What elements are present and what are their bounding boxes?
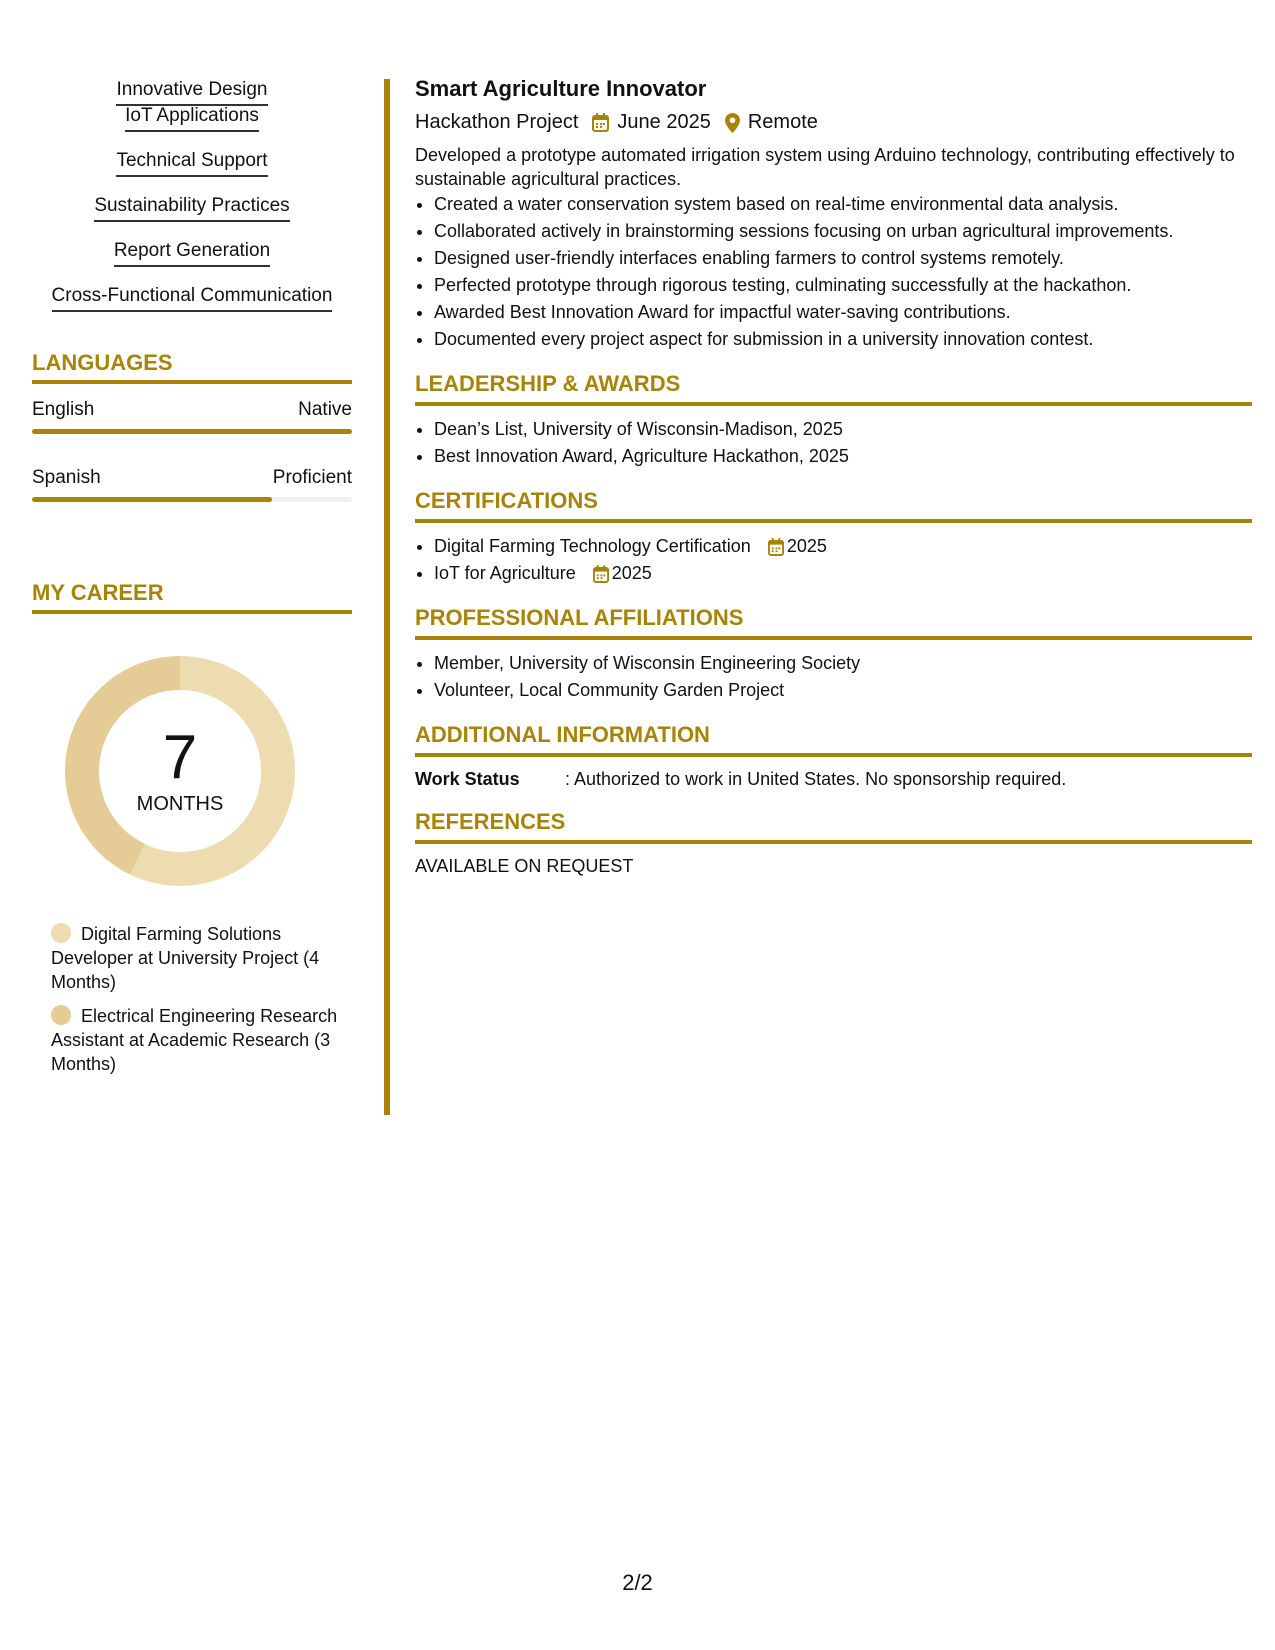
references-heading: REFERENCES xyxy=(415,811,1252,844)
list-item: • Awarded Best Innovation Award for impactful water-saving contributions. xyxy=(434,299,1252,326)
skill-tag: IoT Applications xyxy=(125,106,259,132)
references-text: AVAILABLE ON REQUEST xyxy=(415,856,634,876)
affiliations-heading: PROFESSIONAL AFFILIATIONS xyxy=(415,607,1252,640)
skill-tag: Sustainability Practices xyxy=(94,196,289,222)
list-item xyxy=(434,533,1252,560)
language-bar-fill xyxy=(32,429,352,434)
skill-tag: Cross-Functional Communication xyxy=(52,286,333,312)
career-total: 7 xyxy=(162,722,198,792)
career-unit: MONTHS xyxy=(136,792,224,815)
legend-dot xyxy=(51,923,71,943)
work-status-value: : Authorized to work in United States. No sponsorship required. xyxy=(565,769,1067,789)
skill-tag: Innovative Design xyxy=(116,80,267,106)
language-item xyxy=(32,400,352,434)
location-pin-icon xyxy=(725,109,748,135)
certification-year: 2025 xyxy=(611,563,652,583)
list-item: • Dean’s List, University of Wisconsin-Madison, 2025 xyxy=(434,416,1252,443)
list-item: • Volunteer, Local Community Garden Project xyxy=(434,677,1252,704)
list-item: • Collaborated actively in brainstorming sessions focusing on urban agricultural improvements. xyxy=(434,218,1252,245)
project-description: Developed a prototype automated irrigation system using Arduino technology, contributing effectively to sustainable agricultural practices. xyxy=(415,145,1235,189)
career-legend-item xyxy=(51,1004,341,1076)
list-item: • Designed user-friendly interfaces enabling farmers to control systems remotely. xyxy=(434,245,1252,272)
language-name: English xyxy=(32,399,95,420)
column-divider xyxy=(384,79,390,1115)
list-item: • Member, University of Wisconsin Engineering Society xyxy=(434,650,1252,677)
language-level: Native xyxy=(298,399,352,420)
work-status-label: Work Status xyxy=(415,769,520,789)
languages-heading: LANGUAGES xyxy=(32,352,352,384)
work-status xyxy=(415,767,1252,791)
career-donut-chart xyxy=(65,656,295,886)
language-item xyxy=(32,468,352,502)
project-bullets xyxy=(415,191,1252,353)
career-heading: MY CAREER xyxy=(32,582,352,614)
skill-tag: Technical Support xyxy=(116,151,267,177)
language-bar-fill xyxy=(32,497,272,502)
calendar-icon xyxy=(592,109,617,135)
certification-name: Digital Farming Technology Certification xyxy=(434,536,751,556)
list-item: • Perfected prototype through rigorous testing, culminating successfully at the hackathon. xyxy=(434,272,1252,299)
sidebar xyxy=(32,80,352,1080)
list-item: • Created a water conservation system based on real-time environmental data analysis. xyxy=(434,191,1252,218)
certifications-heading: CERTIFICATIONS xyxy=(415,490,1252,523)
legend-label: Digital Farming Solutions Developer at University Project (4 Months) xyxy=(51,924,320,992)
certifications-list xyxy=(415,533,1252,587)
additional-info-heading: ADDITIONAL INFORMATION xyxy=(415,724,1252,757)
calendar-icon xyxy=(593,563,612,583)
project-location: Remote xyxy=(747,111,818,133)
legend-dot xyxy=(51,1005,71,1025)
skills-list xyxy=(32,80,352,312)
career-legend xyxy=(51,922,341,1076)
list-item: • Documented every project aspect for submission in a university innovation contest. xyxy=(434,326,1252,353)
certification-year: 2025 xyxy=(786,536,827,556)
list-item xyxy=(434,560,1252,587)
calendar-icon xyxy=(768,536,787,556)
language-name: Spanish xyxy=(32,467,101,488)
project-org: Hackathon Project xyxy=(415,111,579,133)
main-content xyxy=(415,78,1252,878)
certification-name: IoT for Agriculture xyxy=(434,563,576,583)
leadership-heading: LEADERSHIP & AWARDS xyxy=(415,373,1252,406)
legend-label: Electrical Engineering Research Assistant at Academic Research (3 Months) xyxy=(51,1006,338,1074)
project-meta xyxy=(415,109,1252,135)
career-legend-item xyxy=(51,922,341,994)
project-title: Smart Agriculture Innovator xyxy=(415,76,707,101)
project-date: June 2025 xyxy=(617,111,711,133)
list-item: • Best Innovation Award, Agriculture Hackathon, 2025 xyxy=(434,443,1252,470)
leadership-list xyxy=(415,416,1252,470)
language-level: Proficient xyxy=(272,467,352,488)
language-bar xyxy=(32,429,352,434)
language-bar xyxy=(32,497,352,502)
skill-tag: Report Generation xyxy=(114,241,270,267)
page-number: 2/2 xyxy=(622,1570,653,1595)
affiliations-list xyxy=(415,650,1252,704)
